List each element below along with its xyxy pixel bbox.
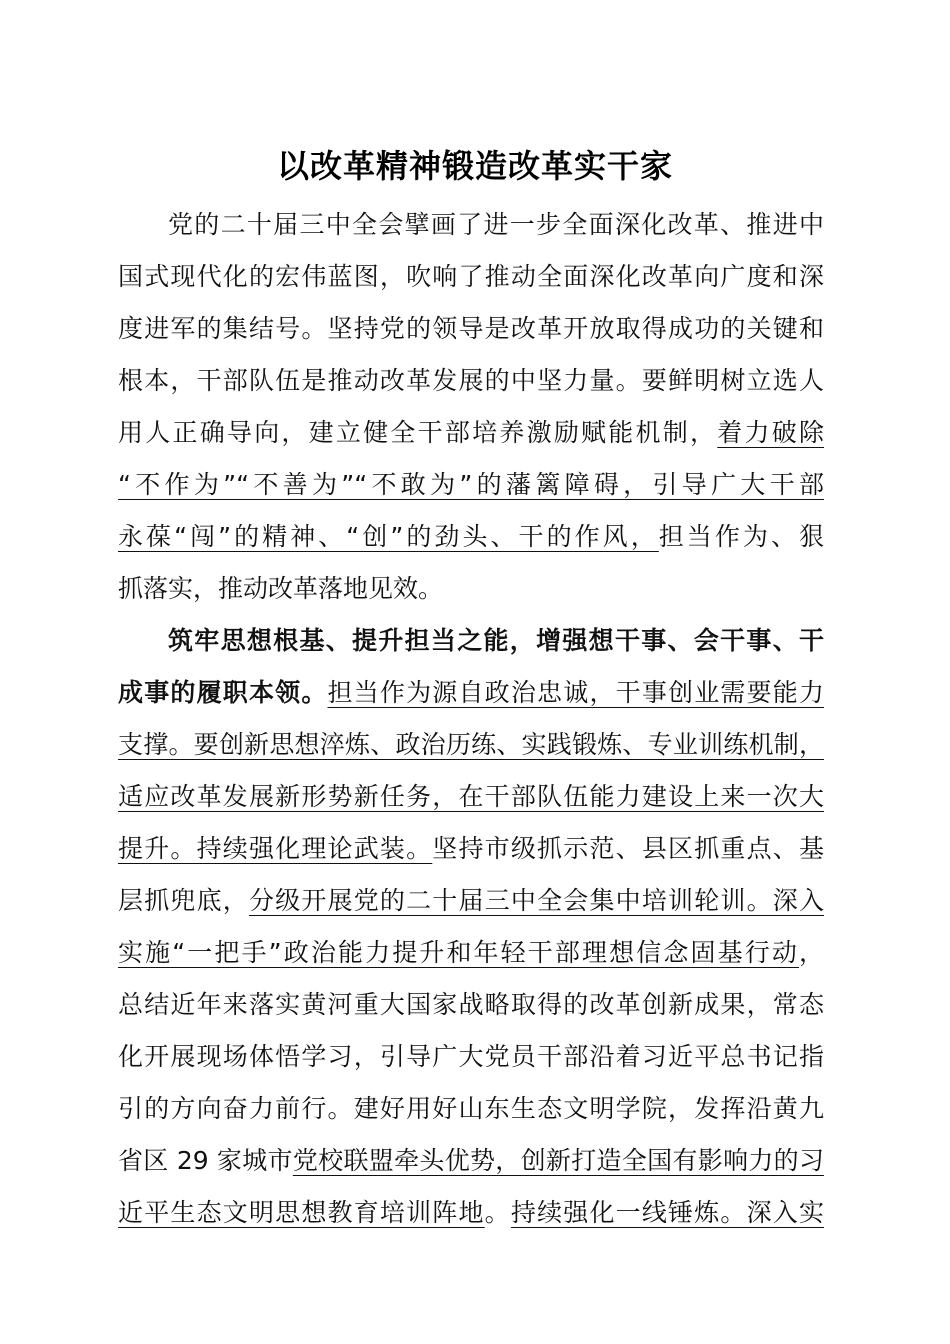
- underlined-text: 支撑。要创新思想淬炼、政治历练、实践锻炼、专业训练机制，: [118, 730, 824, 759]
- underlined-text: 近平生态文明思想教育培训阵地: [118, 1198, 485, 1227]
- underlined-text: “不作为”“不善为”“不敢为”的藩篱障碍，引导广大干部: [118, 470, 824, 499]
- paragraph-line: 提升。持续强化理论武装。坚持市级抓示范、县区抓重点、基: [118, 834, 824, 863]
- underlined-text: 党校联盟牵头优势，创新打造全国有影响力的习: [292, 1146, 824, 1175]
- paragraph-line-bold: 筑牢思想根基、提升担当之能，增强想干事、会干事、干: [168, 626, 824, 655]
- paragraph-line: 永葆“闯”的精神、“创”的劲头、干的作风，担当作为、狠: [118, 522, 824, 551]
- underlined-text: 提升。持续强化理论武装。: [118, 834, 433, 863]
- paragraph-line: 国式现代化的宏伟蓝图，吹响了推动全面深化改革向广度和深: [118, 262, 824, 291]
- paragraph-line: [118, 777, 824, 817]
- underlined-text: 分级开展党的二十届三中全会集中培训轮训。深入: [248, 886, 824, 915]
- paragraph-line: 用人正确导向，建立健全干部培养激励赋能机制，着力破除: [118, 418, 824, 447]
- paragraph-line: 抓落实，推动改革落地见效。: [118, 574, 444, 603]
- paragraph-line: 度进军的集结号。坚持党的领导是改革开放取得成功的关键和: [118, 314, 824, 343]
- underlined-text: 永葆“闯”的精神、“创”的劲头、干的作风，: [118, 522, 659, 551]
- underlined-text: 担当作为源自政治忠诚，干事创业需要能力: [327, 678, 824, 707]
- paragraph-line: 近平生态文明思想教育培训阵地。持续强化一线锤炼。深入实: [118, 1198, 824, 1227]
- paragraph-line: 化开展现场体悟学习，引导广大党员干部沿着习近平总书记指: [118, 1042, 824, 1071]
- paragraph-line: [118, 725, 824, 765]
- paragraph-line: 总结近年来落实黄河重大国家战略取得的改革创新成果，常态: [118, 990, 824, 1019]
- underlined-text: 持续强化一线锤炼。深入实: [510, 1198, 824, 1227]
- paragraph-line: [118, 465, 824, 505]
- paragraph-line: 省区 29 家城市党校联盟牵头优势，创新打造全国有影响力的习: [118, 1146, 824, 1175]
- paragraph-line: [118, 673, 824, 713]
- paragraph-line: 根本，干部队伍是推动改革发展的中坚力量。要鲜明树立选人: [118, 366, 824, 395]
- paragraph-line: 引的方向奋力前行。建好用好山东生态文明学院，发挥沿黄九: [118, 1094, 824, 1123]
- paragraph-line: 党的二十届三中全会擘画了进一步全面深化改革、推进中: [168, 210, 824, 239]
- underlined-text: 适应改革发展新形势新任务，在干部队伍能力建设上来一次大: [118, 782, 824, 811]
- underlined-text: 着力破除: [717, 418, 824, 447]
- underlined-text: 实施“一把手”政治能力提升和年轻干部理想信念固基行动: [118, 938, 799, 967]
- paragraph-line: 层抓兜底，分级开展党的二十届三中全会集中培训轮训。深入: [118, 886, 824, 915]
- bold-text: 成事的履职本领。: [118, 678, 328, 707]
- paragraph-line: 实施“一把手”政治能力提升和年轻干部理想信念固基行动，: [118, 938, 824, 967]
- page-title: 以改革精神锻造改革实干家: [276, 147, 673, 185]
